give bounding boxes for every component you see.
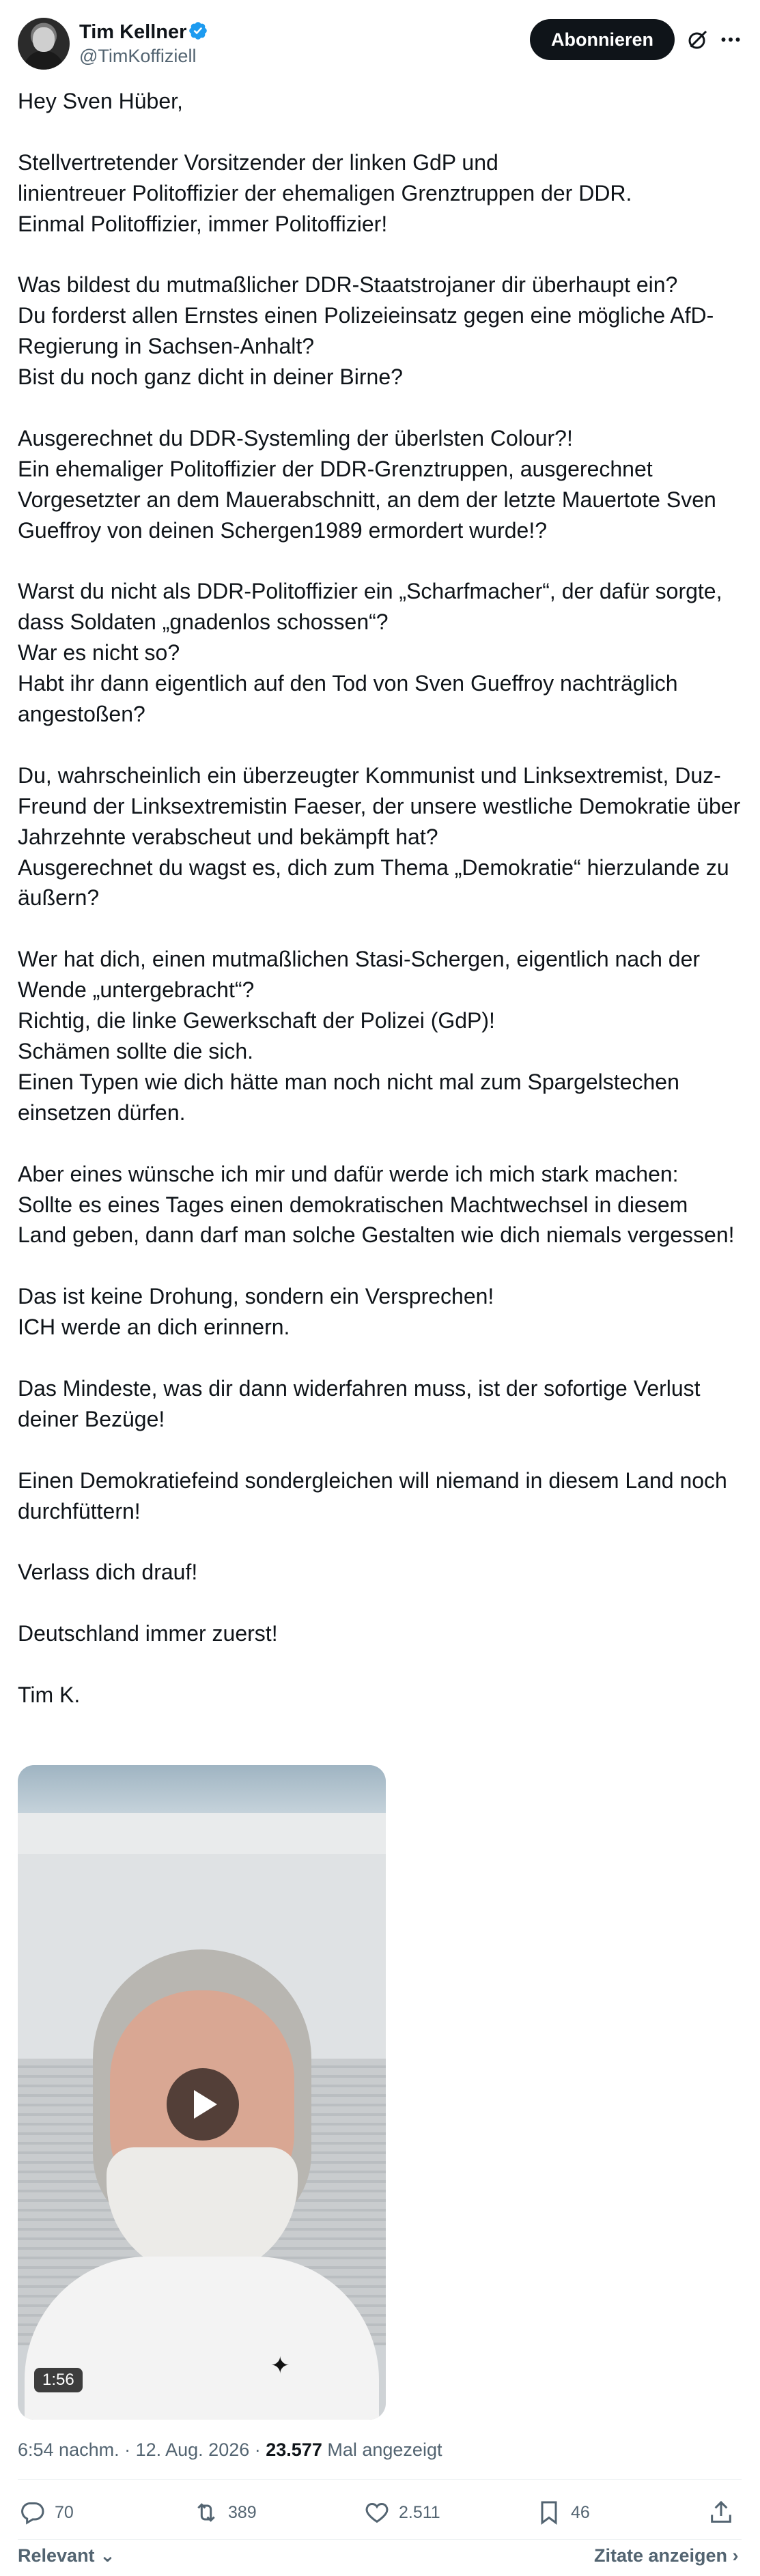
reply-button[interactable]	[19, 2497, 74, 2528]
tweet-paragraph: Tim K.	[18, 1682, 81, 1707]
tweet-paragraph: Hey Sven Hüber,	[18, 89, 183, 113]
video-player[interactable]	[18, 1765, 386, 2420]
author-name[interactable]: Tim Kellner	[79, 21, 187, 43]
tweet-paragraph: Was bildest du mutmaßlicher DDR-Staatstrojaner dir überhaupt ein? Du forderst allen Ernstes einen Polizeieinsatz gegen eine mögliche AfD-Regierung in Sachsen-Anhalt? Bist du noch ganz dicht in deiner Birne?	[18, 272, 714, 390]
bookmark-icon	[535, 2499, 563, 2526]
sort-dropdown[interactable]	[18, 2542, 115, 2569]
verified-badge-icon	[188, 20, 208, 41]
grok-icon[interactable]	[686, 27, 710, 52]
jumpman-logo-icon: ✦	[270, 2353, 290, 2379]
chevron-down-icon: ⌄	[94, 2545, 115, 2566]
tweet-paragraph: Das ist keine Drohung, sondern ein Versprechen! ICH werde an dich erinnern.	[18, 1284, 494, 1340]
view-quotes-link[interactable]	[594, 2542, 739, 2569]
view-count-label: Mal angezeigt	[327, 2439, 442, 2460]
tweet-paragraph: Warst du nicht als DDR-Politoffizier ein „Scharfmacher“, der dafür sorgte, dass Soldaten „gnadenlos schossen“? War es nicht so? Habt ihr dann eigentlich auf den Tod von Sven Gueffroy nachträglich angestoßen?	[18, 579, 722, 727]
tweet-date[interactable]: 12. Aug. 2026	[135, 2439, 250, 2460]
tweet-time[interactable]: 6:54 nachm.	[18, 2439, 119, 2460]
heart-icon	[363, 2499, 391, 2526]
tweet-paragraph: Deutschland immer zuerst!	[18, 1621, 278, 1646]
tweet-paragraph: Stellvertretender Vorsitzender der linken GdP und linientreuer Politoffizier der ehemaligen Grenztruppen der DDR. Einmal Politoffizier, immer Politoffizier!	[18, 149, 632, 236]
like-button[interactable]	[363, 2497, 440, 2528]
video-duration-badge: 1:56	[34, 2368, 83, 2392]
tweet-paragraph: Einen Demokratiefeind sondergleichen will niemand in diesem Land noch durchfüttern!	[18, 1468, 727, 1523]
meta-separator: ·	[119, 2439, 136, 2460]
divider	[18, 2539, 742, 2540]
more-options-icon[interactable]	[718, 27, 743, 52]
tweet-paragraph: Verlass dich drauf!	[18, 1560, 198, 1585]
repost-icon	[193, 2499, 220, 2526]
author-handle[interactable]: @TimKoffiziell	[79, 46, 197, 66]
tweet-text	[18, 86, 742, 1711]
reply-icon	[19, 2499, 46, 2526]
quotes-label: Zitate anzeigen	[594, 2545, 728, 2566]
tweet-meta	[18, 2439, 442, 2461]
play-button[interactable]	[167, 2068, 239, 2141]
repost-count: 389	[228, 2502, 257, 2522]
subscribe-button[interactable]: Abonnieren	[530, 19, 675, 60]
tweet-paragraph: Du, wahrscheinlich ein überzeugter Kommunist und Linksextremist, Duz-Freund der Linksextremistin Faeser, der unsere westliche Demokratie über Jahrzehnte verabscheut und bekämpft hat? Ausgerechnet du wagst es, dich zum Thema „Demokratie“ hierzulande zu äußern?	[18, 762, 741, 911]
meta-separator: ·	[249, 2439, 266, 2460]
repost-button[interactable]	[193, 2497, 257, 2528]
tweet-paragraph: Das Mindeste, was dir dann widerfahren muss, ist der sofortige Verlust deiner Bezüge!	[18, 1375, 701, 1431]
play-icon	[191, 2089, 219, 2120]
tweet-paragraph: Wer hat dich, einen mutmaßlichen Stasi-Schergen, eigentlich nach der Wende „untergebracht“? Richtig, die linke Gewerkschaft der Polizei (GdP)! Schämen sollte die sich. Einen Typen wie dich hätte man noch nicht mal zum Spargelstechen einsetzen dürfen.	[18, 947, 701, 1125]
chevron-right-icon: ›	[727, 2545, 739, 2566]
like-count: 2.511	[399, 2502, 440, 2522]
bookmark-count: 46	[571, 2502, 590, 2522]
avatar[interactable]	[18, 18, 70, 70]
reply-count: 70	[55, 2502, 74, 2522]
bookmark-button[interactable]	[535, 2497, 590, 2528]
tweet-paragraph: Aber eines wünsche ich mir und dafür werde ich mich stark machen: Sollte es eines Tages einen demokratischen Machtwechsel in diesem Land geben, dann darf man solche Gestalten wie dich niemals vergessen!	[18, 1161, 735, 1248]
divider	[18, 2479, 742, 2480]
share-button[interactable]	[707, 2497, 735, 2528]
view-count: 23.577	[266, 2439, 322, 2460]
tweet-paragraph: Ausgerechnet du DDR-Systemling der überlsten Colour?! Ein ehemaliger Politoffizier der DDR-Grenztruppen, ausgerechnet Vorgesetzter an dem Mauerabschnitt, an dem der letzte Mauertote Sven Gueffroy von deinen Schergen1989 ermordert wurde!?	[18, 425, 716, 543]
share-icon	[707, 2499, 735, 2526]
sort-label: Relevant	[18, 2545, 95, 2566]
